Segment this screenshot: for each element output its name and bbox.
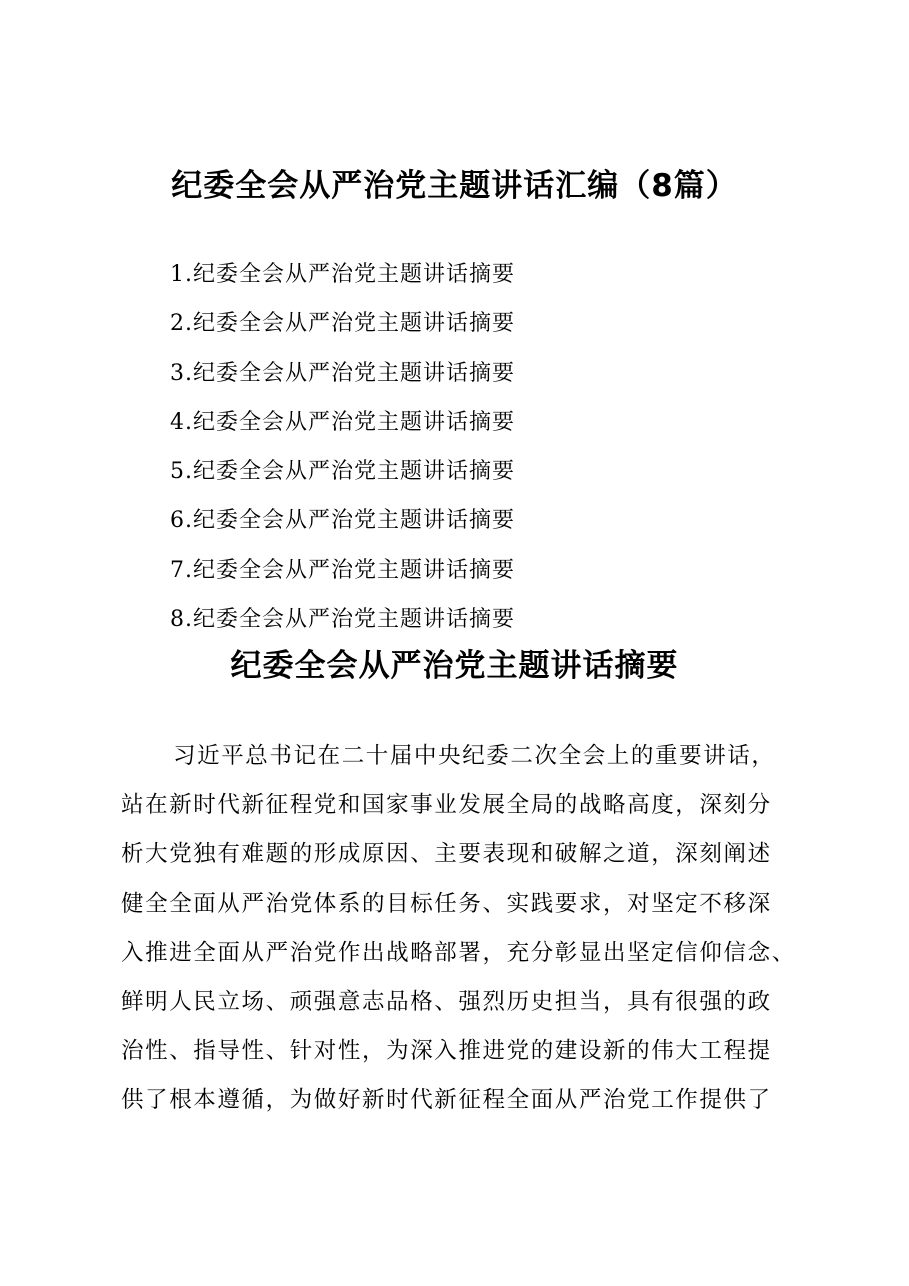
toc-item-8: 8.纪委全会从严治党主题讲话摘要 — [170, 607, 515, 633]
body-paragraph — [121, 732, 821, 1126]
body-line: 习近平总书记在二十届中央纪委二次全会上的重要讲话， — [173, 743, 776, 769]
table-of-contents — [170, 250, 515, 644]
toc-item-7: 7.纪委全会从严治党主题讲话摘要 — [170, 557, 515, 583]
toc-item-1: 1.纪委全会从严治党主题讲话摘要 — [170, 262, 515, 287]
body-line: 站在新时代新征程党和国家事业发展全局的战略高度，深刻分 — [121, 792, 772, 819]
body-line: 健全全面从严治党体系的目标任务、实践要求，对坚定不移深 — [121, 890, 772, 917]
body-line: 治性、指导性、针对性，为深入推进党的建设新的伟大工程提 — [121, 1038, 772, 1065]
body-line: 入推进全面从严治党作出战略部署，充分彰显出坚定信仰信念、 — [121, 939, 796, 966]
toc-item-4: 4.纪委全会从严治党主题讲话摘要 — [170, 409, 515, 435]
body-line: 析大党独有难题的形成原因、主要表现和破解之道，深刻阐述 — [121, 841, 772, 868]
toc-item-2: 2.纪委全会从严治党主题讲话摘要 — [170, 311, 515, 337]
document-title: 纪委全会从严治党主题讲话汇编（8篇） — [171, 168, 738, 204]
body-line: 供了根本遵循，为做好新时代新征程全面从严治党工作提供了 — [121, 1087, 772, 1114]
section-title: 纪委全会从严治党主题讲话摘要 — [230, 648, 679, 684]
toc-item-5: 5.纪委全会从严治党主题讲话摘要 — [170, 459, 515, 485]
toc-item-6: 6.纪委全会从严治党主题讲话摘要 — [170, 508, 515, 534]
body-line: 鲜明人民立场、顽强意志品格、强烈历史担当，具有很强的政 — [121, 989, 772, 1016]
toc-item-3: 3.纪委全会从严治党主题讲话摘要 — [170, 360, 515, 386]
